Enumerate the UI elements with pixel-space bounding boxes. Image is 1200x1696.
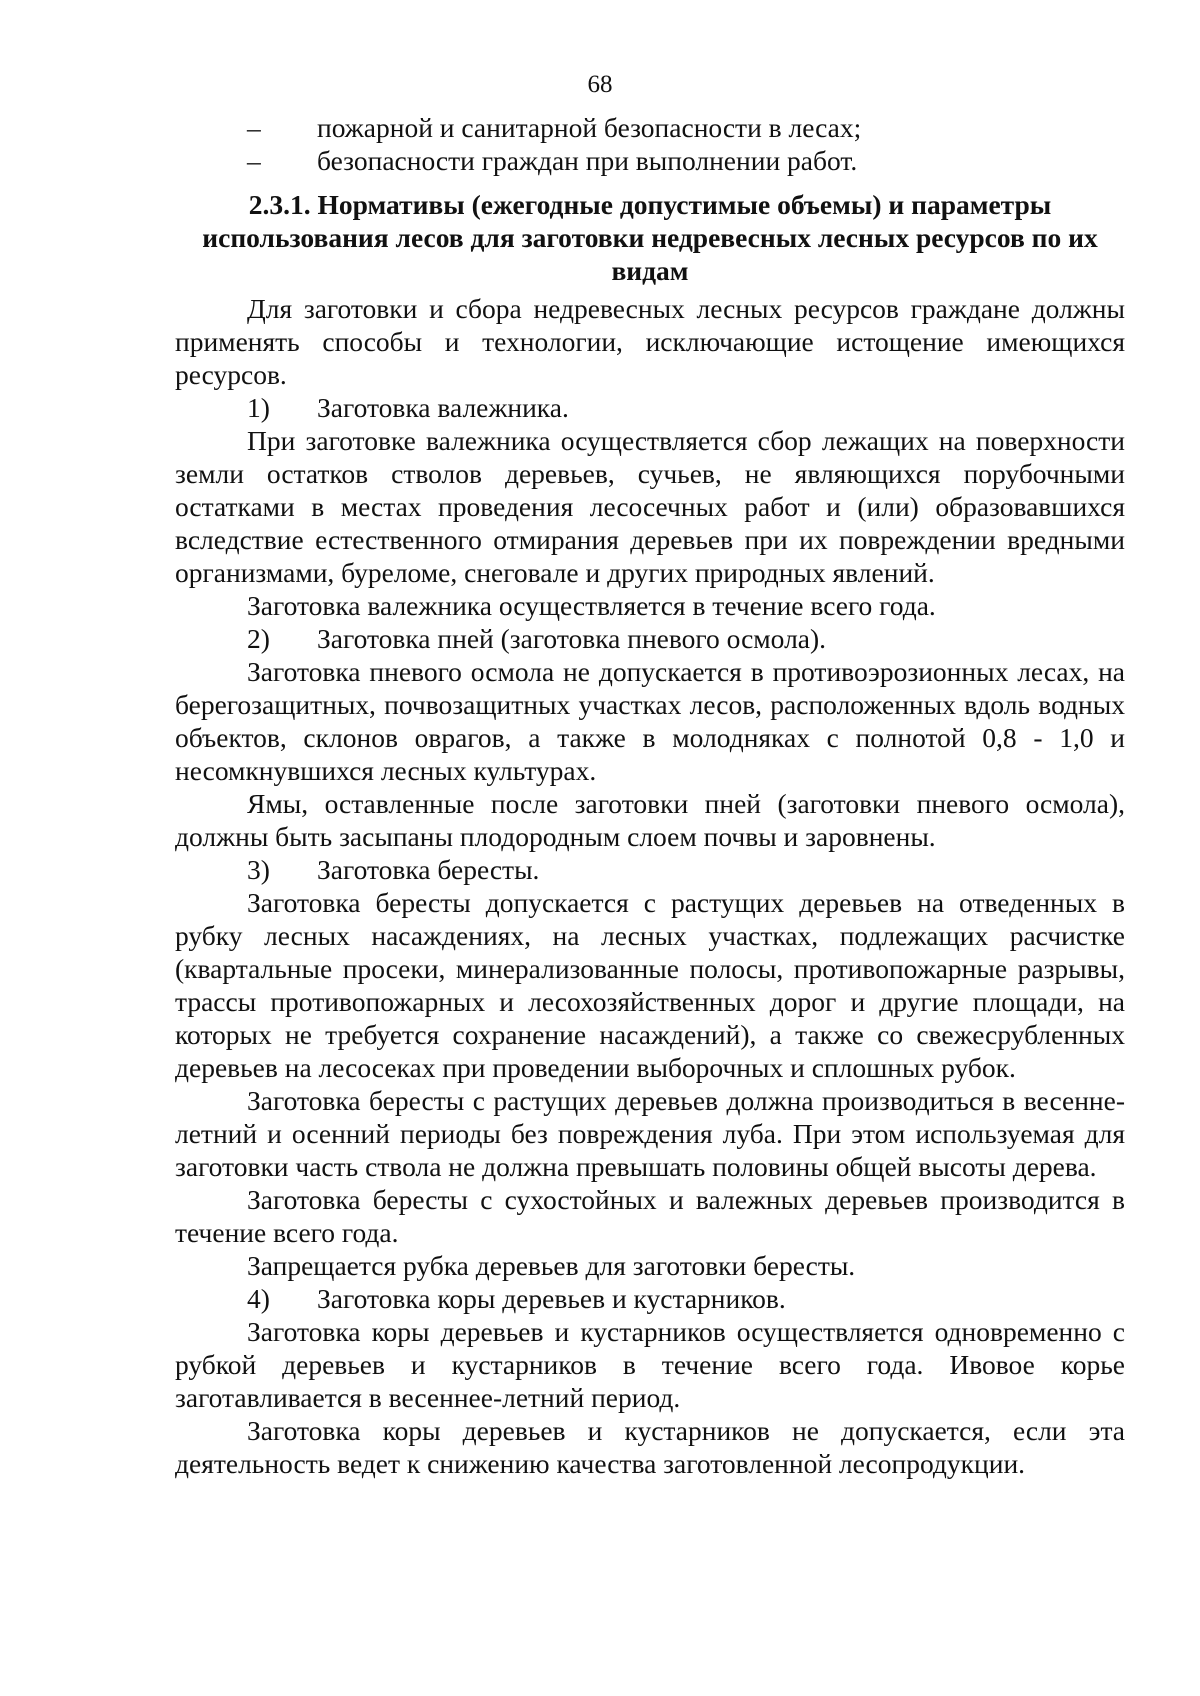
page-content	[175, 111, 1125, 1480]
dash-marker: –	[247, 112, 261, 143]
list-item-text: пожарной и санитарной безопасности в лесах;	[317, 112, 862, 143]
item-title: Заготовка коры деревьев и кустарников.	[317, 1283, 786, 1314]
item-number: 4)	[247, 1283, 270, 1314]
item-number: 1)	[247, 392, 270, 423]
list-item	[175, 144, 1125, 177]
paragraph: Запрещается рубка деревьев для заготовки бересты.	[247, 1250, 856, 1281]
intro-paragraph: Для заготовки и сбора недревесных лесных ресурсов граждане должны применять способы и технологии, исключающие истощение имеющихся ресурсов.	[175, 293, 1125, 390]
item-title: Заготовка пней (заготовка пневого осмола).	[317, 623, 827, 654]
numbered-item-title	[175, 391, 1125, 424]
dash-marker: –	[247, 145, 261, 176]
paragraph: Ямы, оставленные после заготовки пней (заготовки пневого осмола), должны быть засыпаны плодородным слоем почвы и заровнены.	[175, 788, 1125, 852]
item-title: Заготовка валежника.	[317, 392, 569, 423]
item-title: Заготовка бересты.	[317, 854, 540, 885]
paragraph: Заготовка валежника осуществляется в течение всего года.	[247, 590, 936, 621]
paragraph: Заготовка бересты допускается с растущих деревьев на отведенных в рубку лесных насаждениях, на лесных участках, подлежащих расчистке (квартальные просеки, минерализованные полосы, противопожарные разрывы, трассы противопожарных и лесохозяйственных дорог и другие площади, на которых не требуется сохранение насаждений), а также со свежесрубленных деревьев на лесосеках при проведении выборочных и сплошных рубок.	[175, 887, 1125, 1083]
paragraph: Заготовка бересты с сухостойных и валежных деревьев производится в течение всего года.	[175, 1184, 1125, 1248]
list-item-text: безопасности граждан при выполнении работ.	[317, 145, 858, 176]
paragraph: Заготовка пневого осмола не допускается в противоэрозионных лесах, на берегозащитных, почвозащитных участках лесов, расположенных вдоль водных объектов, склонов оврагов, а также в молодняках с полнотой 0,8 - 1,0 и несомкнувшихся лесных культурах.	[175, 656, 1125, 786]
list-item	[175, 111, 1125, 144]
paragraph: При заготовке валежника осуществляется сбор лежащих на поверхности земли остатков стволов деревьев, сучьев, не являющихся порубочными остатками в местах проведения лесосечных работ и (или) образовавшихся вследствие естественного отмирания деревьев при их повреждении вредными организмами, буреломе, снеговале и других природных явлений.	[175, 425, 1125, 588]
item-number: 3)	[247, 854, 270, 885]
numbered-item-title	[175, 853, 1125, 886]
paragraph: Заготовка коры деревьев и кустарников не допускается, если эта деятельность ведет к снижению качества заготовленной лесопродукции.	[175, 1415, 1125, 1479]
paragraph: Заготовка бересты с растущих деревьев должна производиться в весенне-летний и осенний периоды без повреждения луба. При этом используемая для заготовки часть ствола не должна превышать половины общей высоты дерева.	[175, 1085, 1125, 1182]
numbered-item-title	[175, 622, 1125, 655]
page-number: 68	[587, 71, 613, 98]
item-number: 2)	[247, 623, 270, 654]
numbered-item-title	[175, 1282, 1125, 1315]
paragraph: Заготовка коры деревьев и кустарников осуществляется одновременно с рубкой деревьев и кустарников в течение всего года. Ивовое корье заготавливается в весеннее-летний период.	[175, 1316, 1125, 1413]
section-heading: 2.3.1. Нормативы (ежегодные допустимые объемы) и параметры использования лесов для заготовки недревесных лесных ресурсов по их видам	[202, 189, 1098, 286]
